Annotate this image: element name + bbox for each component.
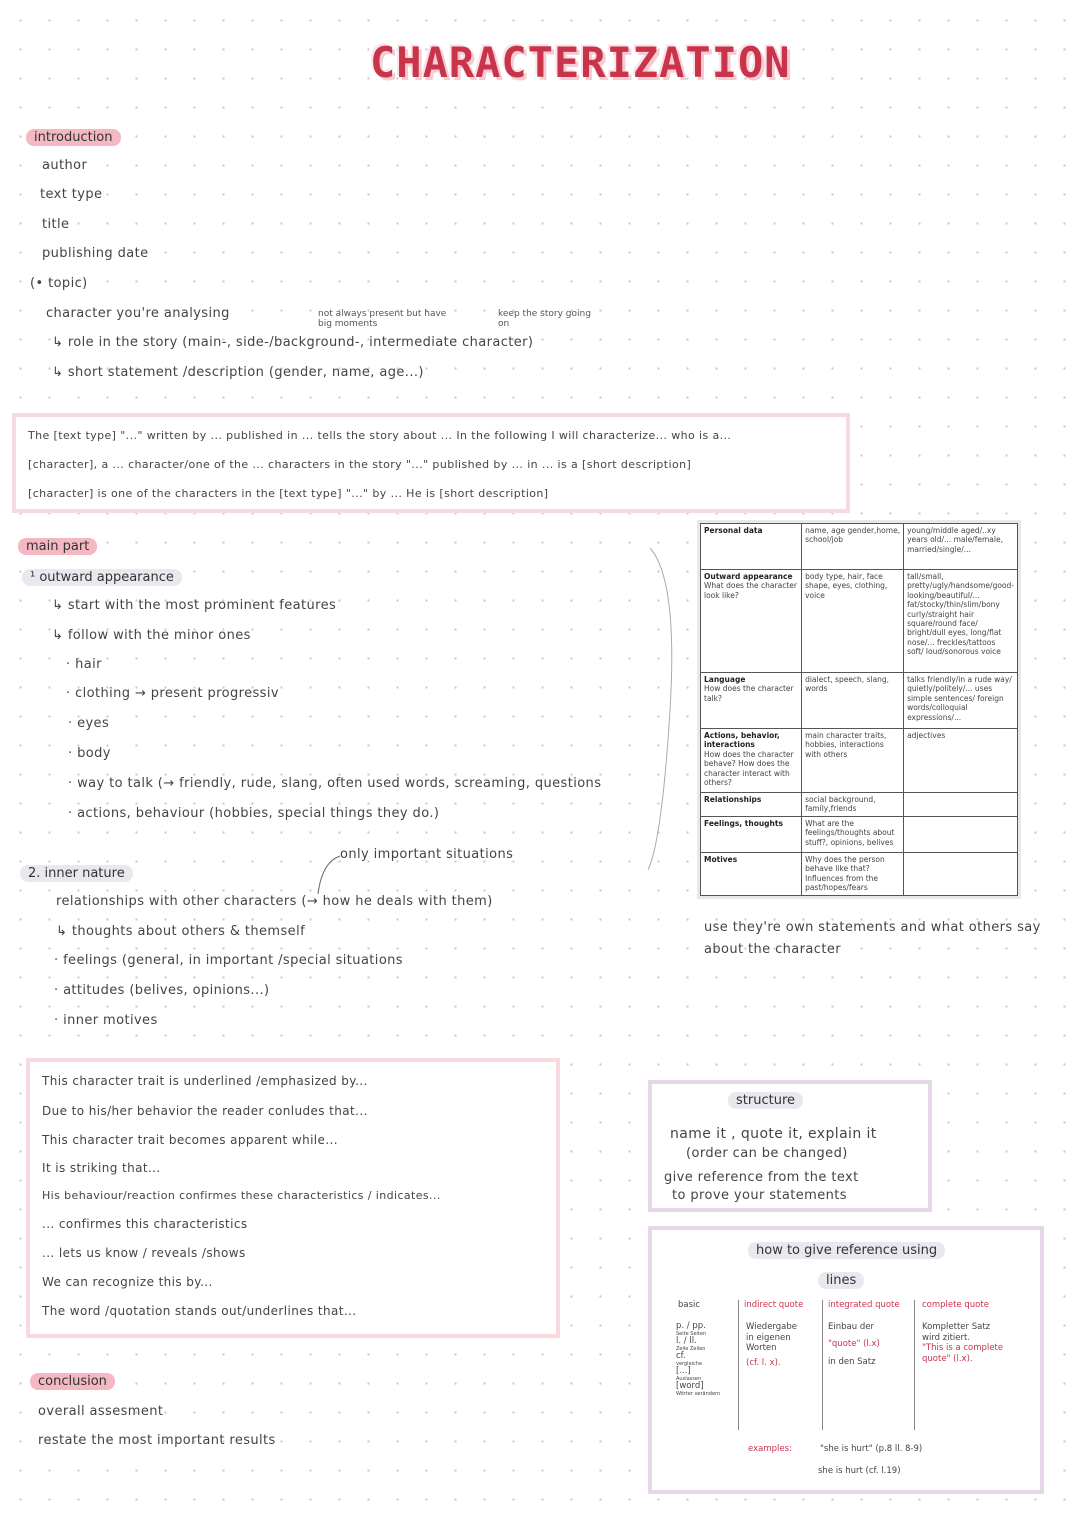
phrase: This character trait is underlined /emphasized by... <box>42 1074 368 1088</box>
main-part-heading: main part <box>18 538 97 555</box>
chart-cell: dialect, speech, slang, words <box>802 673 904 729</box>
conclusion-item: restate the most important results <box>38 1433 276 1448</box>
conclusion-heading: conclusion <box>30 1373 115 1390</box>
chart-cell: tall/small, pretty/ugly/handsome/good-looking/beautiful/... fat/stocky/thin/slim/bony curly/straight hair square/round face/ bright/dull eyes, long/flat nose/... freckles/tattoos soft/ loud/sonorous voice <box>904 570 1018 673</box>
intro-example-box <box>12 413 850 513</box>
chart-cell: body type, hair, face shape, eyes, clothing, voice <box>802 570 904 673</box>
phrase: The word /quotation stands out/underlines that... <box>42 1304 357 1318</box>
characterization-chart <box>697 520 1021 899</box>
chart-cell: name, age gender,home, school/job <box>802 524 904 570</box>
outward-item: · eyes <box>68 716 110 731</box>
intro-role: ↳ role in the story (main-, side-/background-, intermediate character) <box>52 335 534 350</box>
inner-item: · attitudes (belives, opinions...) <box>54 983 270 998</box>
inner-item: ↳ thoughts about others & themself <box>56 924 306 939</box>
chart-cell: Language How does the character talk? <box>701 673 802 729</box>
chart-cell: main character traits, hobbies, interactions with others <box>802 729 904 793</box>
chart-cell: adjectives <box>904 729 1018 793</box>
reference-box <box>648 1226 1044 1494</box>
column-header-integrated: integrated quote <box>828 1300 900 1310</box>
chart-cell: Feelings, thoughts <box>701 817 802 853</box>
phrase: It is striking that... <box>42 1161 161 1175</box>
column-header-complete: complete quote <box>922 1300 989 1310</box>
conclusion-item: overall assesment <box>38 1404 164 1419</box>
phrase: His behaviour/reaction confirmes these characteristics / indicates... <box>42 1189 441 1202</box>
complete-column: Kompletter Satz wird zitiert. "This is a complete quote" (l.x). <box>922 1322 1004 1364</box>
outward-item: · way to talk (→ friendly, rude, slang, often used words, screaming, questions <box>68 776 602 791</box>
chart-cell: Actions, behavior, interactions How does the character behave? How does the character interact with others? <box>701 729 802 793</box>
basic-column: p. / pp. Seite Seiten l. / ll. Zeile Zeilen cf. vergleiche [...] Auslassen [word] Wörter verändern <box>676 1321 721 1397</box>
divider <box>738 1300 739 1430</box>
outward-item: · clothing → present progressiv <box>66 686 279 701</box>
chart-cell <box>904 817 1018 853</box>
intro-item-text-type: text type <box>40 187 103 202</box>
integrated-column: Einbau der "quote" (l.x) in den Satz <box>828 1322 880 1367</box>
intro-note-right: keep the story going on <box>498 309 591 329</box>
phrase: ... lets us know / reveals /shows <box>42 1246 246 1260</box>
phrase: This character trait becomes apparent while... <box>42 1133 338 1147</box>
chart-cell: Why does the person behave like that? Influences from the past/hopes/fears <box>802 853 904 896</box>
intro-short-statement: ↳ short statement /description (gender, name, age...) <box>52 365 424 380</box>
chart-cell: Relationships <box>701 793 802 817</box>
page-title: CHARACTERIZATION <box>370 38 791 87</box>
chart-cell: Personal data <box>701 524 802 570</box>
column-header-indirect: indirect quote <box>744 1300 804 1310</box>
reference-heading: how to give reference using <box>748 1242 945 1259</box>
chart-cell: talks friendly/in a rude way/ quietly/politely/... uses simple sentences/ foreign words/colloquial expressions/... <box>904 673 1018 729</box>
example-2: she is hurt (cf. l.19) <box>818 1466 901 1476</box>
outward-item: ↳ follow with the minor ones <box>52 628 251 643</box>
divider <box>822 1300 823 1430</box>
example-1: "she is hurt" (p.8 ll. 8-9) <box>820 1444 923 1454</box>
outward-appearance-heading: ¹ outward appearance <box>22 569 182 586</box>
intro-item-topic: (• topic) <box>30 276 88 291</box>
introduction-heading: introduction <box>26 129 121 146</box>
phrase: ... confirmes this characteristics <box>42 1217 248 1231</box>
intro-item-publishing-date: publishing date <box>42 246 149 261</box>
intro-box-line-2: [character], a ... character/one of the ... characters in the story "..." published by ... in ... is a [short description] <box>28 458 692 471</box>
examples-label: examples: <box>748 1444 792 1454</box>
structure-line: give reference from the text <box>664 1170 859 1185</box>
intro-item-character: character you're analysing <box>46 306 230 321</box>
intro-note-left: not always present but have big moments <box>318 309 447 329</box>
only-important-note: only important situations <box>340 847 514 862</box>
structure-line: (order can be changed) <box>686 1146 848 1161</box>
chart-cell: What are the feelings/thoughts about stuff?, opinions, belives <box>802 817 904 853</box>
phrases-box <box>26 1058 560 1338</box>
chart-cell: Outward appearance What does the character look like? <box>701 570 802 673</box>
indirect-column: Wiedergabe in eigenen Worten (cf. l. x). <box>746 1322 798 1368</box>
column-header-basic: basic <box>678 1300 701 1310</box>
chart-cell <box>904 853 1018 896</box>
inner-item: · inner motives <box>54 1013 158 1028</box>
inner-nature-heading: 2. inner nature <box>20 865 133 882</box>
outward-item: ↳ start with the most prominent features <box>52 598 337 613</box>
chart-cell: young/middle aged/..xy years old/... male/female, married/single/... <box>904 524 1018 570</box>
intro-box-line-1: The [text type] "..." written by ... published in ... tells the story about ... In the following I will characterize... who is a... <box>28 429 732 442</box>
chart-cell: Motives <box>701 853 802 896</box>
intro-item-author: author <box>42 158 88 173</box>
chart-note: use they're own statements and what others say about the character <box>704 920 1041 957</box>
reference-subheading: lines <box>818 1272 864 1289</box>
inner-item: relationships with other characters (→ how he deals with them) <box>56 894 493 909</box>
structure-line: to prove your statements <box>672 1188 847 1203</box>
chart-cell <box>904 793 1018 817</box>
intro-box-line-3: [character] is one of the characters in the [text type] "..." by ... He is [short description] <box>28 487 549 500</box>
chart-cell: social background, family,friends <box>802 793 904 817</box>
structure-line: name it , quote it, explain it <box>670 1126 877 1142</box>
phrase: Due to his/her behavior the reader conludes that... <box>42 1104 368 1118</box>
outward-item: · hair <box>66 657 102 672</box>
divider <box>914 1300 915 1430</box>
arrow-icon <box>300 850 350 900</box>
inner-item: · feelings (general, in important /special situations <box>54 953 403 968</box>
structure-heading: structure <box>728 1092 803 1109</box>
bracket-curve <box>640 540 700 880</box>
outward-item: · actions, behaviour (hobbies, special things they do.) <box>68 806 440 821</box>
intro-item-title: title <box>42 217 70 232</box>
phrase: We can recognize this by... <box>42 1275 213 1289</box>
outward-item: · body <box>68 746 111 761</box>
structure-box <box>648 1080 932 1212</box>
